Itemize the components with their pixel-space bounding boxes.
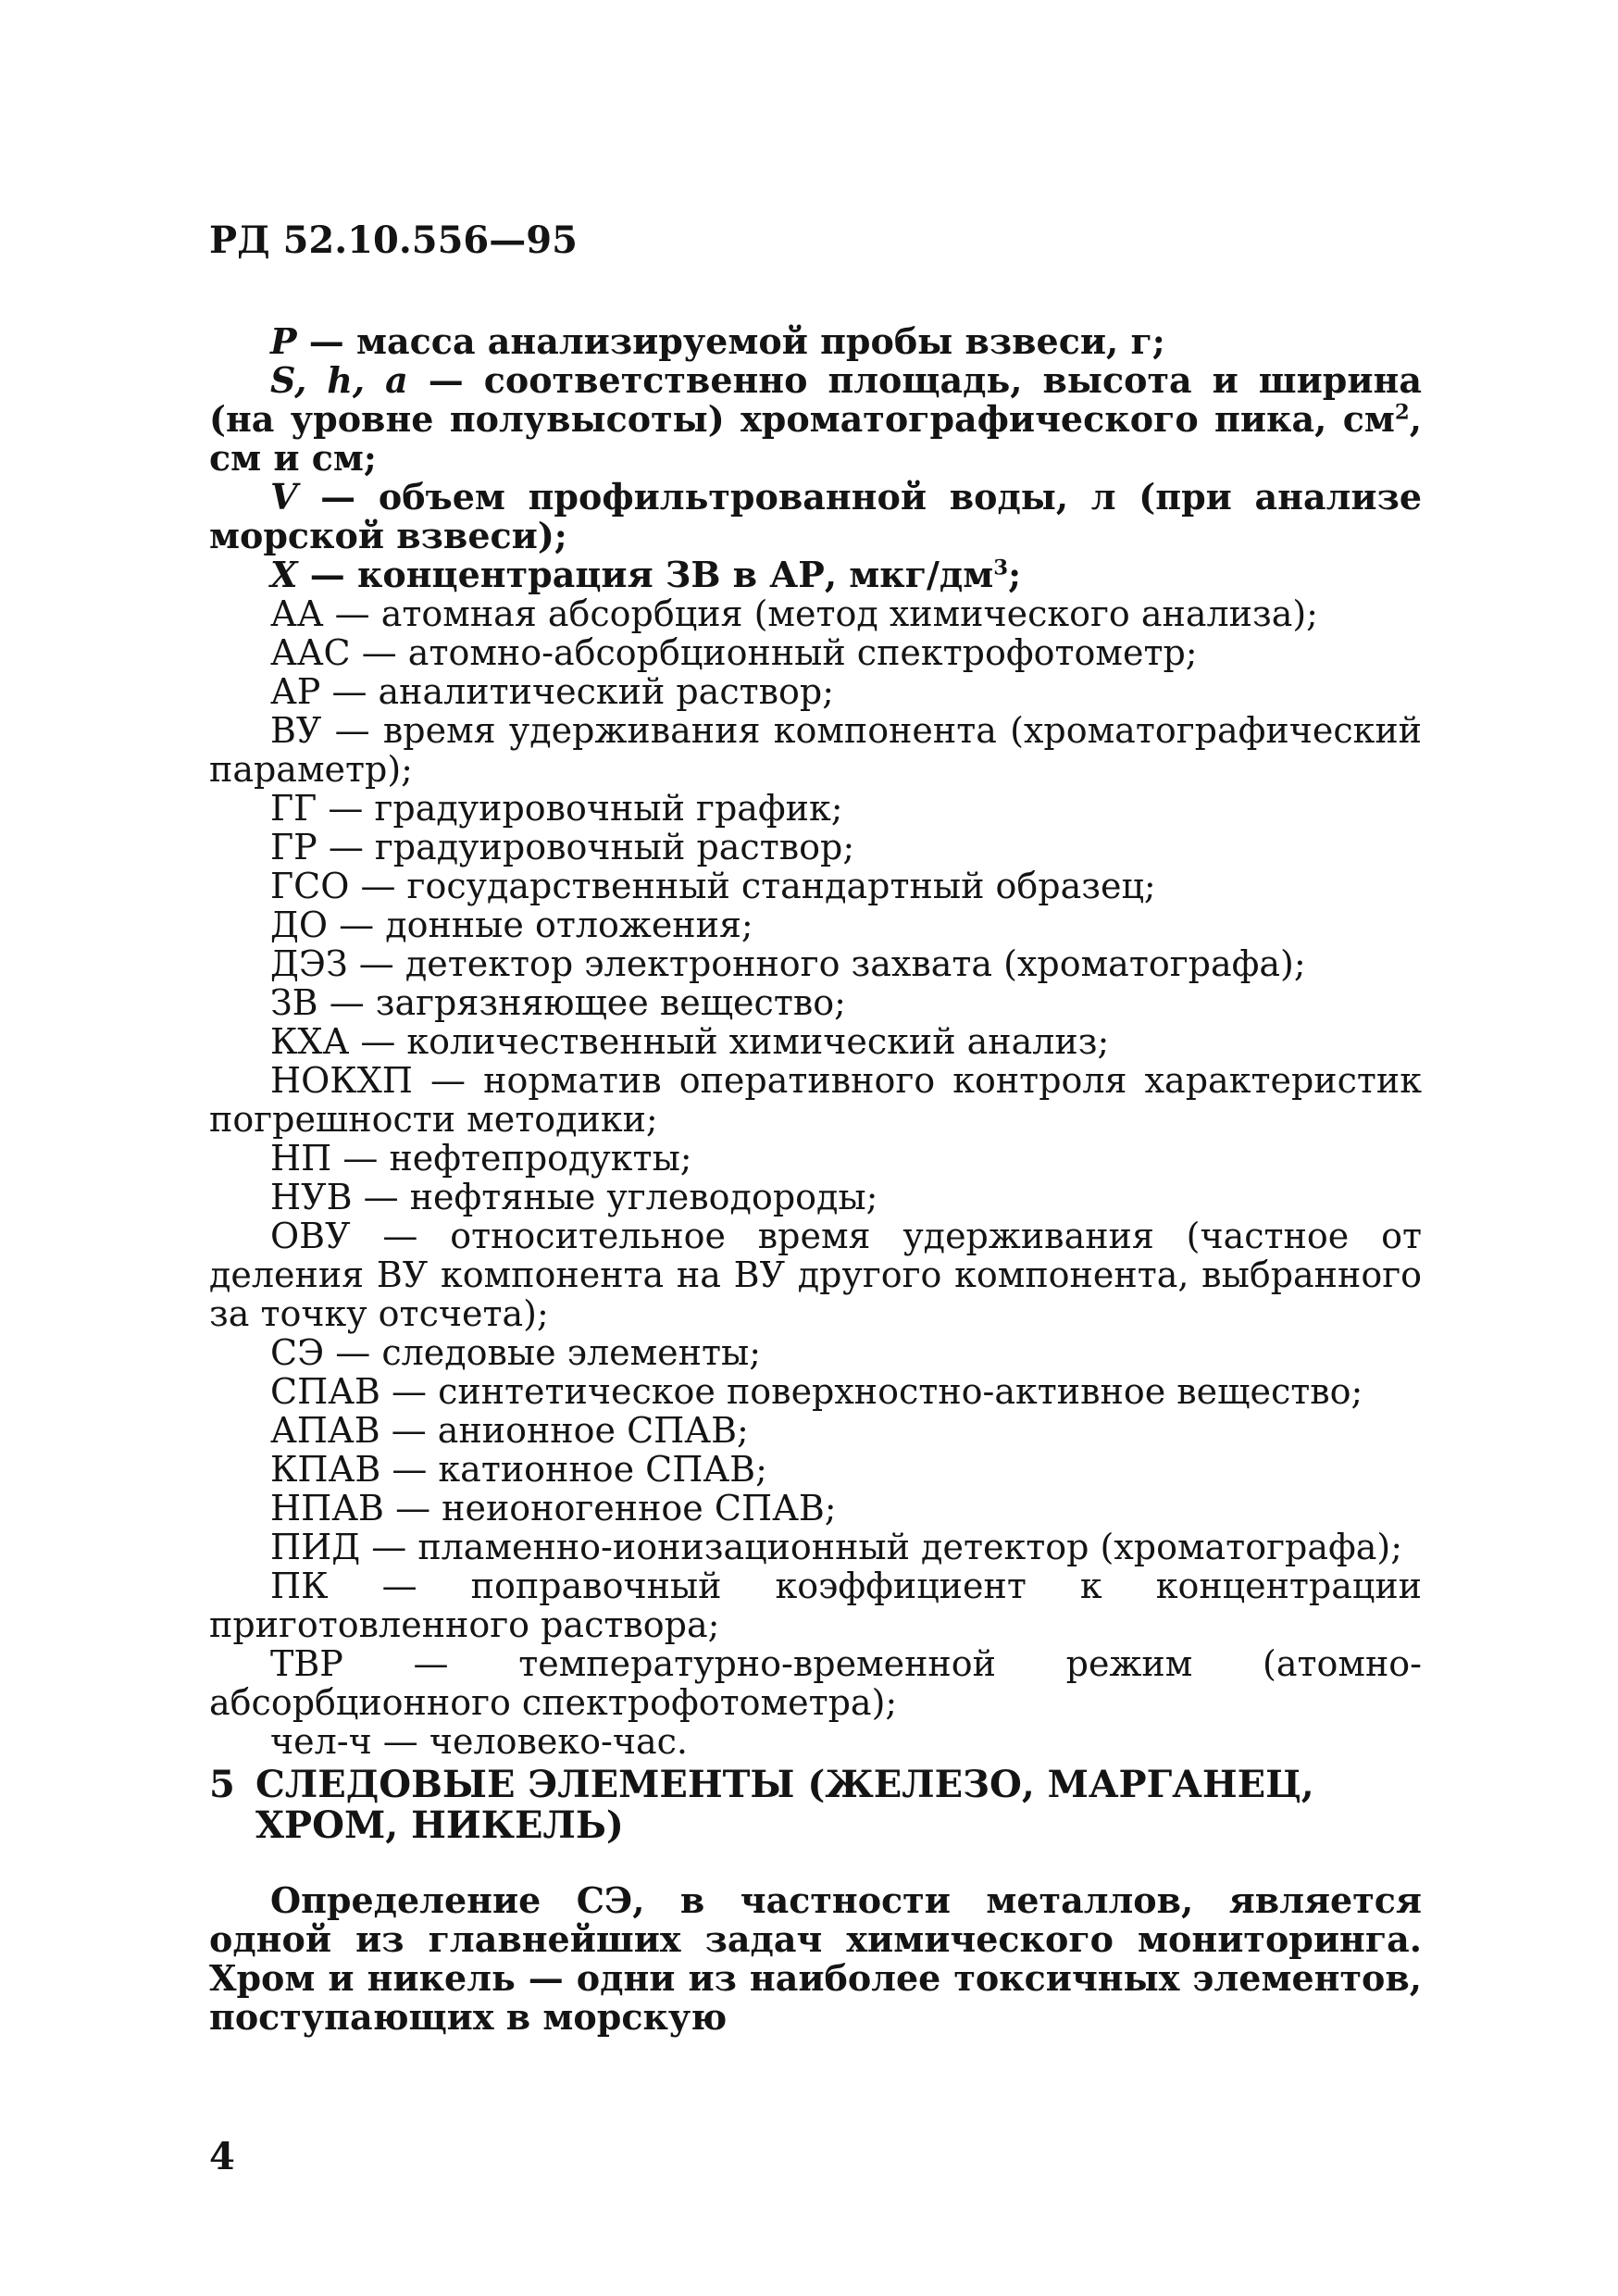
definition-text: — норматив оперативного контроля характеристик погрешности методики; <box>209 1060 1422 1140</box>
section-heading <box>209 1765 1422 1846</box>
definition-item <box>209 1450 1422 1489</box>
definition-text: — государственный стандартный образец; <box>349 866 1156 906</box>
definition-term: ВУ <box>270 710 322 751</box>
superscript: 2 <box>1394 400 1410 425</box>
definition-term: НП <box>270 1138 332 1179</box>
definition-item <box>209 322 1422 361</box>
definition-text: — количественный химический анализ; <box>349 1021 1110 1062</box>
definition-text: — донные отложения; <box>328 905 753 945</box>
definition-item <box>209 594 1422 633</box>
definition-term: X <box>270 554 298 595</box>
section-number: 5 <box>209 1763 235 1806</box>
definition-text: — атомная абсорбция (метод химического анализа); <box>323 593 1318 634</box>
definition-text: — относительное время удерживания (частное от деления ВУ компонента на ВУ другого компонента, выбранного за точку отсчета); <box>209 1216 1422 1334</box>
definition-item <box>209 633 1422 672</box>
definition-text: — детектор электронного захвата (хроматографа); <box>347 943 1306 984</box>
abbreviations-list <box>209 322 1422 1761</box>
definition-term: P <box>270 320 297 362</box>
definition-text: — градуировочный раствор; <box>317 827 855 867</box>
definition-term: НПАВ <box>270 1488 384 1529</box>
superscript: 3 <box>993 555 1009 580</box>
definition-term: V <box>270 476 298 518</box>
definition-term: АР <box>270 671 321 712</box>
definition-term: АА <box>270 593 324 634</box>
definition-term: КХА <box>270 1021 350 1062</box>
section-title: СЛЕДОВЫЕ ЭЛЕМЕНТЫ (ЖЕЛЕЗО, МАРГАНЕЦ, ХРОМ, НИКЕЛЬ) <box>255 1763 1314 1847</box>
definition-text: — следовые элементы; <box>324 1332 762 1373</box>
page-number: 4 <box>209 2135 235 2178</box>
definition-term: ГГ <box>270 788 317 829</box>
definition-term: ДЭЗ <box>270 943 348 984</box>
definition-text: — концентрация ЗВ в АР, мкг/дм <box>297 554 994 595</box>
definition-term: ОВУ <box>270 1216 351 1256</box>
document-id: РД 52.10.556—95 <box>209 218 578 262</box>
definition-item <box>209 1022 1422 1061</box>
definition-text: — объем профильтрованной воды, л (при анализе морской взвеси); <box>209 476 1422 556</box>
definition-text: — время удерживания компонента (хроматографический параметр); <box>209 710 1422 790</box>
definition-term: НОКХП <box>270 1060 413 1101</box>
definition-text: — соответственно площадь, высота и ширина (на уровне полувысоты) хроматографического пика, см <box>209 359 1422 440</box>
definition-term: КПАВ <box>270 1449 381 1490</box>
definition-term: НУВ <box>270 1177 353 1217</box>
definition-term: АПАВ <box>270 1410 380 1451</box>
definition-text: — синтетическое поверхностно-активное вещество; <box>380 1371 1363 1412</box>
definition-term: ГСО <box>270 866 350 906</box>
definition-term: ТВР <box>270 1643 343 1684</box>
definition-term: S, h, a <box>270 359 408 401</box>
definition-item <box>209 1722 1422 1761</box>
definition-text-end: , см и см; <box>209 398 1422 479</box>
definition-item <box>209 867 1422 905</box>
definition-text: — загрязняющее вещество; <box>317 982 846 1023</box>
definition-item <box>209 1061 1422 1139</box>
definition-item <box>209 828 1422 867</box>
definition-text: — пламенно-ионизационный детектор (хроматографа); <box>360 1527 1402 1567</box>
definition-text: — температурно-временной режим (атомно-абсорбционного спектрофотометра); <box>209 1643 1422 1723</box>
definition-item <box>209 1217 1422 1333</box>
definition-text: — аналитический раствор; <box>320 671 835 712</box>
definition-item <box>209 478 1422 555</box>
definition-term: ГР <box>270 827 317 867</box>
definition-text: — человеко-час. <box>371 1721 688 1762</box>
definition-term: ПИД <box>270 1527 361 1567</box>
definition-item <box>209 1178 1422 1217</box>
definition-text: — анионное СПАВ; <box>380 1410 749 1451</box>
definition-text: — атомно-абсорбционный спектрофотометр; <box>350 632 1198 673</box>
definition-term: ЗВ <box>270 982 318 1023</box>
definition-text: — поправочный коэффициент к концентрации приготовленного раствора; <box>209 1566 1422 1645</box>
definition-text: — катионное СПАВ; <box>380 1449 767 1490</box>
definition-term: СЭ <box>270 1332 325 1373</box>
definition-text: — нефтепродукты; <box>331 1138 692 1179</box>
definition-item <box>209 1528 1422 1566</box>
definition-item <box>209 555 1422 594</box>
definition-item <box>209 361 1422 478</box>
definition-item <box>209 983 1422 1022</box>
definition-text: — градуировочный график; <box>317 788 843 829</box>
definition-item <box>209 711 1422 789</box>
definition-item <box>209 1489 1422 1528</box>
definition-text: — масса анализируемой пробы взвеси, г; <box>296 320 1165 362</box>
definition-term: чел-ч <box>270 1721 372 1762</box>
definition-term: СПАВ <box>270 1371 380 1412</box>
definition-term: ААС <box>270 632 351 673</box>
definition-term: ПК <box>270 1566 329 1606</box>
definition-item <box>209 1372 1422 1411</box>
definition-item <box>209 1644 1422 1722</box>
definition-item <box>209 789 1422 828</box>
definition-item <box>209 1333 1422 1372</box>
body-paragraph: Определение СЭ, в частности металлов, является одной из главнейших задач химического мониторинга. Хром и никель — одни из наиболее токсичных элементов, поступающих в морскую <box>209 1879 1422 2038</box>
definition-item <box>209 905 1422 944</box>
definition-text: — нефтяные углеводороды; <box>352 1177 878 1217</box>
definition-item <box>209 944 1422 983</box>
definition-item <box>209 1411 1422 1450</box>
definition-text-end: ; <box>1008 554 1022 595</box>
definition-text: — неионогенное СПАВ; <box>383 1488 837 1529</box>
definition-item <box>209 672 1422 711</box>
definition-term: ДО <box>270 905 329 945</box>
definition-item <box>209 1139 1422 1178</box>
definition-item <box>209 1566 1422 1644</box>
